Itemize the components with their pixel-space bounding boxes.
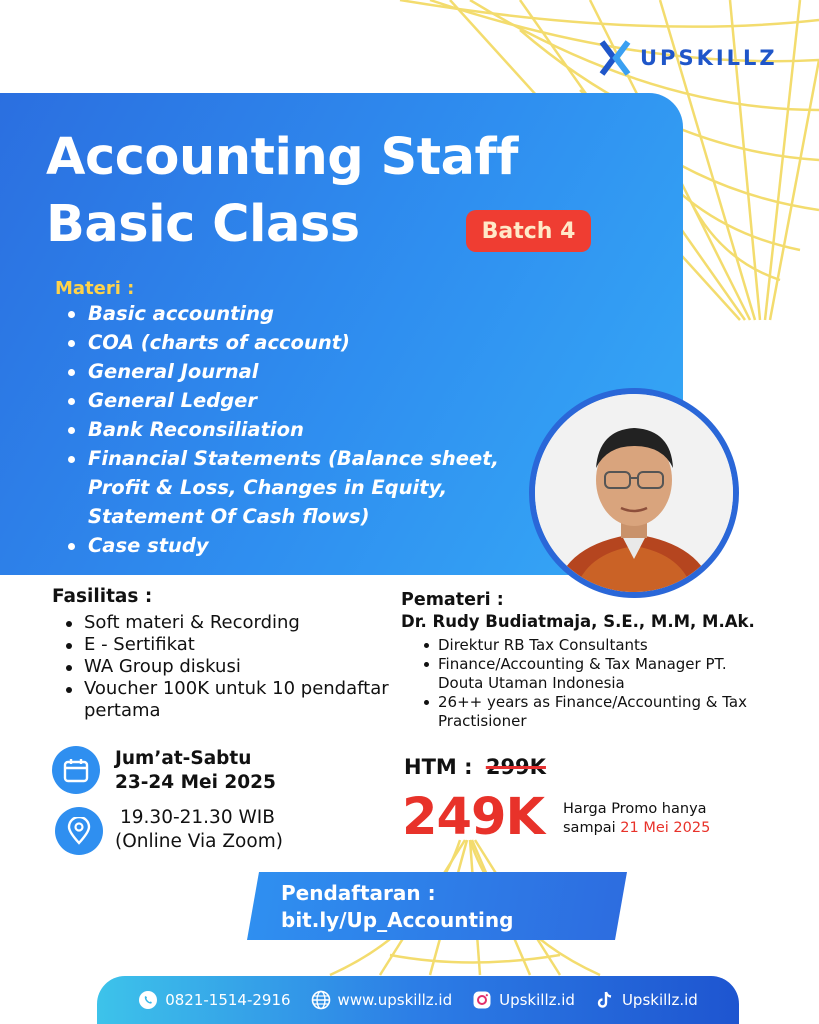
- list-item: General Ledger: [66, 386, 536, 415]
- list-item: COA (charts of account): [66, 328, 536, 357]
- fasilitas-label: Fasilitas :: [52, 586, 153, 607]
- list-item: Finance/Accounting & Tax Manager PT. Douta Utaman Indonesia: [424, 655, 769, 693]
- instagram-handle: Upskillz.id: [499, 991, 575, 1009]
- speaker-photo-frame: [529, 388, 739, 598]
- footer-phone[interactable]: [138, 990, 290, 1010]
- list-item: General Journal: [66, 357, 536, 386]
- speaker-photo: [535, 394, 733, 592]
- schedule-dates: 23-24 Mei 2025: [115, 772, 276, 793]
- list-item: E - Sertifikat: [64, 634, 419, 656]
- list-item: Basic accounting: [66, 299, 536, 328]
- batch-badge: Batch 4: [466, 210, 591, 252]
- schedule-venue: (Online Via Zoom): [115, 831, 283, 852]
- pemateri-list: [424, 636, 769, 731]
- materi-label: Materi :: [55, 278, 135, 299]
- whatsapp-icon: [138, 990, 158, 1010]
- brand-logo: [598, 38, 778, 78]
- registration-label: Pendaftaran :: [281, 881, 436, 905]
- title-line-2: Basic Class: [46, 195, 360, 254]
- promo-date: 21 Mei 2025: [620, 820, 711, 836]
- old-price: 299K: [485, 755, 546, 779]
- list-item: Voucher 100K untuk 10 pendaftar pertama: [64, 678, 419, 722]
- speaker-name: Dr. Rudy Budiatmaja, S.E., M.M, M.Ak.: [401, 612, 755, 631]
- registration-link[interactable]: bit.ly/Up_Accounting: [281, 908, 514, 932]
- instagram-icon: [472, 990, 492, 1010]
- promo-until: sampai: [563, 820, 616, 836]
- materi-list: [66, 299, 536, 560]
- brand-name: UPSKILLZ: [640, 46, 778, 70]
- list-item: Soft materi & Recording: [64, 612, 419, 634]
- tiktok-handle: Upskillz.id: [621, 991, 698, 1009]
- calendar-icon: [52, 746, 100, 794]
- schedule-time: 19.30-21.30 WIB: [120, 807, 275, 828]
- promo-note: [563, 800, 710, 838]
- schedule-days: Jum’at-Sabtu: [115, 748, 252, 769]
- promo-until-line: [563, 819, 710, 838]
- promo-text: Harga Promo hanya: [563, 801, 707, 817]
- list-item: Financial Statements (Balance sheet, Profit & Loss, Changes in Equity, Statement Of Cash flows): [66, 444, 536, 531]
- registration-text: [281, 880, 513, 934]
- location-pin-icon: [55, 807, 103, 855]
- list-item: 26++ years as Finance/Accounting & Tax Practisioner: [424, 693, 769, 731]
- page-title: [46, 124, 518, 258]
- list-item: Case study: [66, 531, 536, 560]
- list-item: Bank Reconsiliation: [66, 415, 536, 444]
- speaker-portrait-illustration: [535, 394, 733, 592]
- price-htm: [404, 755, 546, 779]
- footer-contact-bar: [97, 976, 739, 1024]
- footer-tiktok[interactable]: [595, 990, 698, 1010]
- tiktok-icon: [595, 990, 615, 1010]
- promo-price: 249K: [402, 788, 544, 847]
- globe-icon: [311, 990, 331, 1010]
- title-line-1: Accounting Staff: [46, 128, 518, 187]
- pemateri-label: Pemateri :: [401, 590, 504, 610]
- website-url: www.upskillz.id: [337, 991, 453, 1009]
- footer-instagram[interactable]: [472, 990, 575, 1010]
- htm-label: HTM :: [404, 755, 473, 779]
- list-item: Direktur RB Tax Consultants: [424, 636, 769, 655]
- upskillz-logo-icon: [598, 38, 632, 78]
- fasilitas-list: [64, 612, 419, 722]
- footer-website[interactable]: [311, 990, 453, 1010]
- phone-number: 0821-1514-2916: [165, 991, 291, 1009]
- list-item: WA Group diskusi: [64, 656, 419, 678]
